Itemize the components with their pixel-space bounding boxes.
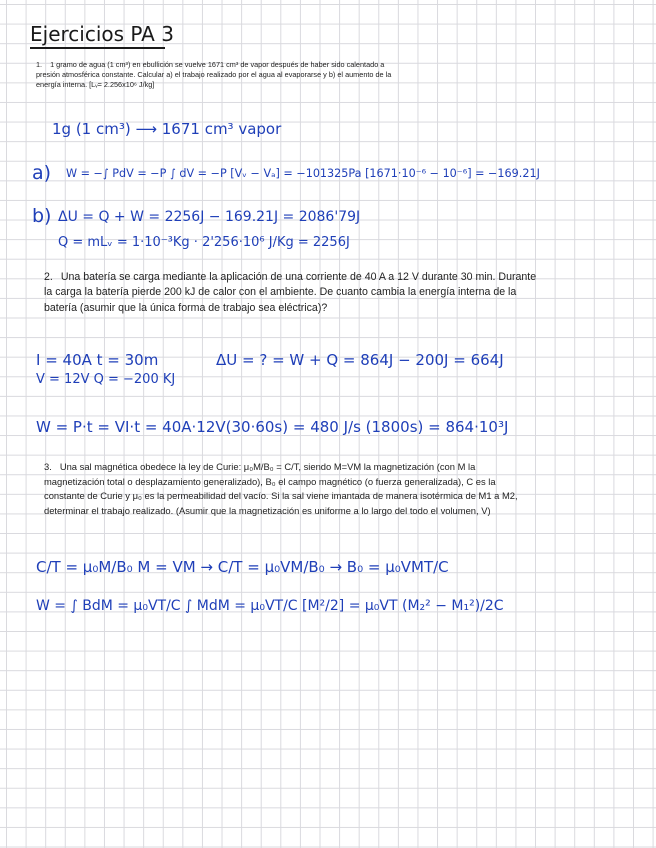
problem-1-text: 1 gramo de agua (1 cm³) en ebullición se vuelve 1671 cm³ de vapor después de haber sido calentado a presión atmosférica constante. Calcular a) el trabajo realizado por el agua al evaporarse y b) el aumento de la energía interna. [Lᵥ= 2.256x10⁶ J/kg] bbox=[36, 60, 392, 89]
problem-3-number: 3. bbox=[44, 461, 52, 472]
page-title: Ejercicios PA 3 bbox=[30, 22, 174, 46]
problem-3-text: Una sal magnética obedece la ley de Curie: μ₀M/B₀ = C/T, siendo M=VM la magnetización (con M la magnetización total o desplazamiento generalizado), B₀ el campo magnético (o fuerza generalizada), C es la constante de Curie y μ₀ es la permeabilidad del vacío. Si la sal viene imantada de manera isotérmica de M1 a M2, determinar el trabajo realizado. (Asumir que la magnetización es uniforme a lo largo del todo el volumen, V) bbox=[44, 461, 518, 516]
problem-3 bbox=[44, 460, 524, 518]
solution-1b-energy: ΔU = Q + W = 2256J − 169.21J = 2086'79J bbox=[58, 209, 361, 225]
solution-1b-heat: Q = mLᵥ = 1·10⁻³Kg · 2'256·10⁶ J/Kg = 2256J bbox=[58, 235, 350, 250]
solution-1b-label: b) bbox=[32, 205, 52, 227]
problem-2 bbox=[44, 270, 544, 316]
problem-2-number: 2. bbox=[44, 271, 53, 283]
solution-3-curie: C/T = μ₀M/B₀ M = VM → C/T = μ₀VM/B₀ → B₀ = μ₀VMT/C bbox=[36, 558, 449, 576]
solution-2-internal-energy: ΔU = ? = W + Q = 864J − 200J = 664J bbox=[216, 351, 504, 369]
solution-2-work: W = P·t = VI·t = 40A·12V(30·60s) = 480 J/s (1800s) = 864·10³J bbox=[36, 418, 509, 436]
problem-1 bbox=[36, 60, 396, 90]
solution-1-given: 1g (1 cm³) ⟶ 1671 cm³ vapor bbox=[52, 120, 282, 138]
solution-2-data-1: I = 40A t = 30m bbox=[36, 351, 159, 369]
solution-3-work: W = ∫ BdM = μ₀VT/C ∫ MdM = μ₀VT/C [M²/2] = μ₀VT (M₂² − M₁²)/2C bbox=[36, 598, 504, 614]
solution-1a-work: W = −∫ PdV = −P ∫ dV = −P [Vᵥ − Vₐ] = −101325Pa [1671·10⁻⁶ − 10⁻⁶] = −169.21J bbox=[66, 167, 540, 180]
solution-2-data-2: V = 12V Q = −200 KJ bbox=[36, 372, 176, 387]
title-underline bbox=[30, 47, 165, 49]
solution-1a-label: a) bbox=[32, 162, 52, 184]
problem-1-number: 1. bbox=[36, 60, 43, 69]
problem-2-text: Una batería se carga mediante la aplicación de una corriente de 40 A a 12 V durante 30 min. Durante la carga la batería pierde 200 kJ de calor con el ambiente. De cuanto cambia la energía interna de la batería (asumir que la única forma de trabajo sea eléctrica)? bbox=[44, 271, 537, 314]
